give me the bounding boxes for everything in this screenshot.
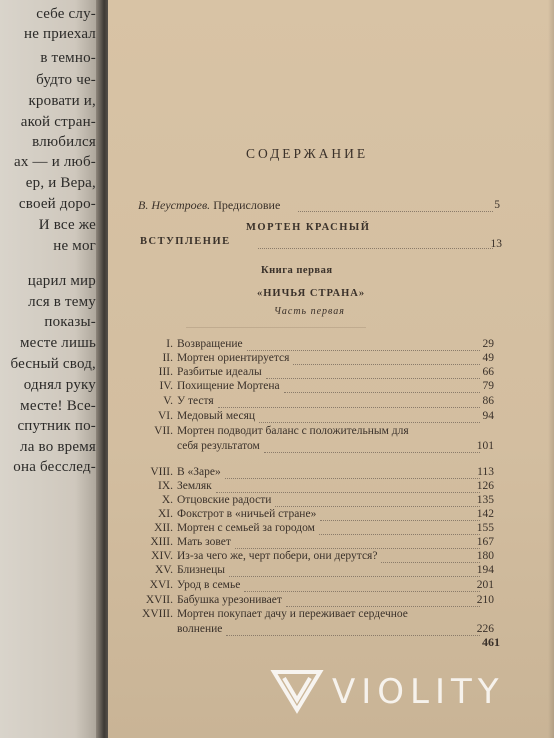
violity-logo-icon xyxy=(270,666,324,714)
chapter-number: XVII. xyxy=(145,594,173,606)
chapter-page: 155 xyxy=(476,522,494,534)
part-label: Часть первая xyxy=(274,306,345,317)
dot-leader xyxy=(319,534,480,535)
dot-leader xyxy=(225,478,480,479)
preface-line xyxy=(138,198,280,213)
chapter-title: Разбитые идеалы xyxy=(177,366,262,378)
dot-leader xyxy=(293,364,480,365)
preface-leader xyxy=(298,211,493,212)
left-page-line: месте лишь xyxy=(19,335,96,351)
chapter-page: 79 xyxy=(482,380,494,392)
part-underline xyxy=(186,327,366,328)
chapter-number: VI. xyxy=(157,410,173,422)
left-page xyxy=(0,0,100,738)
left-page-line: ер, и Вера, xyxy=(25,175,96,191)
chapter-page: 226 xyxy=(476,623,494,635)
novel-title: МОРТЕН КРАСНЫЙ xyxy=(246,222,371,233)
chapter-title: Земляк xyxy=(177,480,212,492)
chapter-number: XI. xyxy=(157,508,173,520)
chapter-page: 142 xyxy=(476,508,494,520)
left-page-line: акой стран- xyxy=(20,114,96,130)
chapter-page: 86 xyxy=(482,395,494,407)
preface-page: 5 xyxy=(494,199,500,211)
dot-leader xyxy=(259,422,480,423)
dot-leader xyxy=(244,591,480,592)
chapter-number: XII. xyxy=(154,522,173,534)
chapter-title: Бабушка урезонивает xyxy=(177,594,282,606)
left-page-line: она бесслед- xyxy=(13,459,96,475)
left-page-line: спутник по- xyxy=(17,418,96,434)
left-page-line: в темно- xyxy=(40,50,96,66)
chapter-title: Мать зовет xyxy=(177,536,231,548)
dot-leader xyxy=(266,378,480,379)
intro-page: 13 xyxy=(490,238,502,250)
chapter-number: X. xyxy=(161,494,173,506)
chapter-page: 66 xyxy=(482,366,494,378)
chapter-page: 29 xyxy=(482,338,494,350)
page-number: 461 xyxy=(482,635,500,649)
left-page-line: лся в тему xyxy=(28,294,96,310)
dot-leader xyxy=(218,407,480,408)
intro-leader xyxy=(258,248,493,249)
left-page-line: своей доро- xyxy=(18,196,96,212)
chapter-title: Мортен подводит баланс с положительным для xyxy=(177,425,409,437)
left-page-line: бесный свод, xyxy=(10,356,96,372)
chapter-page: 194 xyxy=(476,564,494,576)
dot-leader xyxy=(235,548,480,549)
chapter-number: VII. xyxy=(154,425,173,437)
dot-leader xyxy=(229,576,480,577)
left-page-line: месте! Все- xyxy=(20,398,96,414)
chapter-title: В «Заре» xyxy=(177,466,221,478)
chapter-page: 210 xyxy=(476,594,494,606)
dot-leader xyxy=(226,635,480,636)
chapter-number: VIII. xyxy=(150,466,173,478)
chapter-page: 167 xyxy=(476,536,494,548)
chapter-title: Медовый месяц xyxy=(177,410,256,422)
left-page-line: себе слу- xyxy=(36,6,96,22)
chapter-number: V. xyxy=(163,395,173,407)
chapter-title: Из-за чего же, черт побери, они дерутся? xyxy=(177,550,378,562)
chapter-page: 180 xyxy=(476,550,494,562)
page-edge-shadow xyxy=(548,0,554,738)
chapter-title: У тестя xyxy=(177,395,214,407)
left-page-line: ла во время xyxy=(20,439,96,455)
left-page-line: показы- xyxy=(44,314,96,330)
left-page-line: будто че- xyxy=(36,72,96,88)
dot-leader xyxy=(286,606,480,607)
chapter-title-continued: волнение xyxy=(177,623,223,635)
chapter-title: Фокстрот в «ничьей стране» xyxy=(177,508,317,520)
left-page-line: кровати и, xyxy=(28,93,96,109)
preface-author: В. Неустроев. xyxy=(138,198,211,212)
left-page-line: И все же xyxy=(38,217,96,233)
left-page-line: ах — и люб- xyxy=(14,154,96,170)
dot-leader xyxy=(381,562,480,563)
chapter-page: 94 xyxy=(482,410,494,422)
chapter-number: XVIII. xyxy=(142,608,173,620)
book-subtitle: «НИЧЬЯ СТРАНА» xyxy=(257,288,366,299)
dot-leader xyxy=(320,520,480,521)
chapter-page: 201 xyxy=(476,579,494,591)
dot-leader xyxy=(247,350,480,351)
preface-title: Предисловие xyxy=(213,198,281,212)
chapter-number: IX. xyxy=(157,480,173,492)
toc-heading: СОДЕРЖАНИЕ xyxy=(246,146,369,161)
chapter-number: I. xyxy=(166,338,173,350)
left-page-line: не мог xyxy=(53,238,96,254)
left-page-line: царил мир xyxy=(27,273,96,289)
chapter-title: Урод в семье xyxy=(177,579,241,591)
chapter-title-continued: себя результатом xyxy=(177,440,260,452)
chapter-number: III. xyxy=(158,366,173,378)
watermark xyxy=(268,662,552,722)
chapter-title: Мортен покупает дачу и переживает сердечное xyxy=(177,608,408,620)
watermark-text: VIOLITY xyxy=(332,672,505,712)
chapter-number: IV. xyxy=(159,380,173,392)
book-label: Книга первая xyxy=(261,265,333,276)
chapter-title: Мортен ориентируется xyxy=(177,352,290,364)
dot-leader xyxy=(216,492,480,493)
chapter-title: Близнецы xyxy=(177,564,226,576)
dot-leader xyxy=(284,392,480,393)
chapter-number: XIII. xyxy=(150,536,173,548)
chapter-page: 101 xyxy=(476,440,494,452)
chapter-number: XVI. xyxy=(149,579,173,591)
dot-leader xyxy=(275,506,480,507)
chapter-page: 113 xyxy=(477,466,494,478)
chapter-page: 135 xyxy=(476,494,494,506)
left-page-line: однял руку xyxy=(23,377,96,393)
chapter-number: XV. xyxy=(154,564,173,576)
dot-leader xyxy=(264,452,480,453)
right-page xyxy=(108,0,554,738)
left-page-line: влюбился xyxy=(32,134,96,150)
chapter-title: Отцовские радости xyxy=(177,494,272,506)
chapter-number: XIV. xyxy=(151,550,173,562)
chapter-title: Возвращение xyxy=(177,338,243,350)
chapter-number: II. xyxy=(162,352,173,364)
chapter-title: Похищение Мортена xyxy=(177,380,280,392)
chapter-page: 126 xyxy=(476,480,494,492)
intro-title: ВСТУПЛЕНИЕ xyxy=(140,236,231,247)
chapter-title: Мортен с семьей за городом xyxy=(177,522,315,534)
chapter-page: 49 xyxy=(482,352,494,364)
left-page-line: не приехал xyxy=(23,26,96,42)
